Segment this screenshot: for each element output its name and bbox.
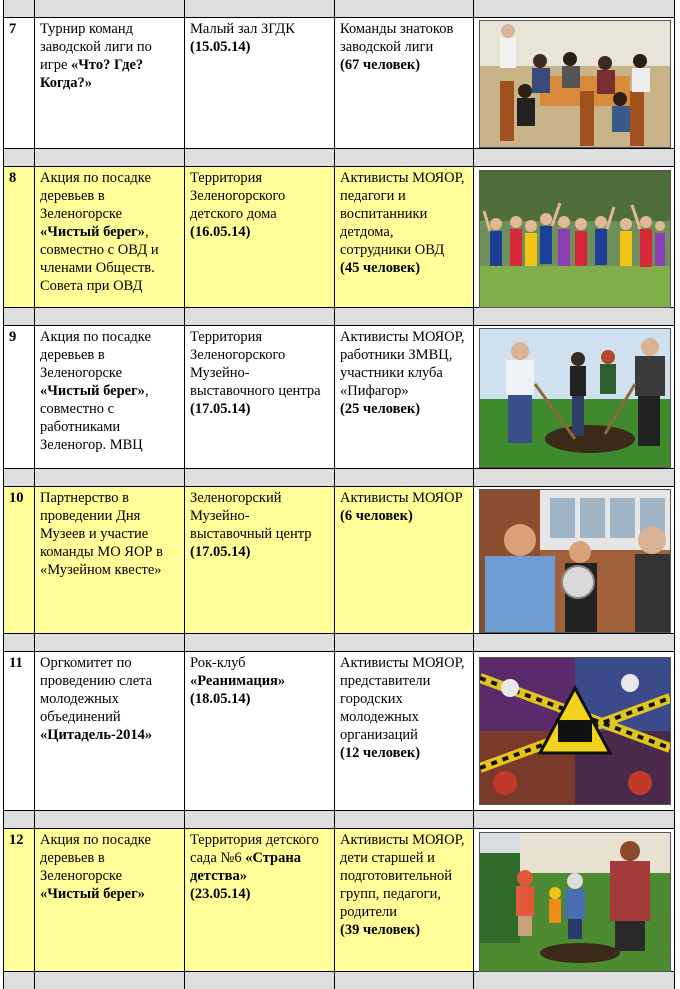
row-number: 9 [4,326,35,468]
table-row [4,325,675,468]
place-cell: Малый зал ЗГДК (15.05.14) [185,18,335,148]
place-cell: Территория Зеленогорского детского дома (16.05.14) [185,167,335,307]
table-row [4,651,675,810]
row-number: 12 [4,829,35,971]
row-number: 10 [4,487,35,633]
place-cell: Зеленогорский Музейно-выставочный центр (17.05.14) [185,487,335,633]
place-cell: Рок-клуб «Реанимация» (18.05.14) [185,652,335,810]
participants-cell: Активисты МОЯОР (6 человек) [335,487,474,633]
photo-cell [474,487,675,633]
participants-cell: Активисты МОЯОР, педагоги и воспитанники детдома, сотрудники ОВД (45 человек) [335,167,474,307]
row-separator [4,468,675,486]
place-cell: Территория Зеленогорского Музейно-выставочного центра (17.05.14) [185,326,335,468]
kindergarten-planting-photo [479,832,671,972]
tree-planting-group-photo [479,170,671,308]
event-cell: Акция по посадке деревьев в Зеленогорске «Чистый берег», совместно с ОВД и членами Обществ. Совета при ОВД [35,167,185,307]
quiz-tournament-photo [479,20,671,148]
row-separator [4,971,675,989]
photo-cell [474,326,675,468]
museum-quest-award-photo [479,489,671,633]
table-row [4,166,675,307]
event-cell: Оргкомитет по проведению слета молодежных объединений «Цитадель-2014» [35,652,185,810]
photo-cell [474,167,675,307]
participants-cell: Команды знатоков заводской лиги (67 человек) [335,18,474,148]
photo-cell [474,829,675,971]
event-cell: Турнир команд заводской лиги по игре «Что? Где? Когда?» [35,18,185,148]
row-separator [4,307,675,325]
place-cell: Территория детского сада №6 «Страна детства» (23.05.14) [185,829,335,971]
participants-cell: Активисты МОЯОР, работники ЗМВЦ, участники клуба «Пифагор» (25 человек) [335,326,474,468]
participants-cell: Активисты МОЯОР, дети старшей и подготовительной групп, педагоги, родители (39 человек) [335,829,474,971]
row-separator [4,810,675,828]
table-row [4,17,675,148]
photo-cell [474,18,675,148]
event-cell: Акция по посадке деревьев в Зеленогорске «Чистый берег» [35,829,185,971]
table-row [4,486,675,633]
tree-planting-shovels-photo [479,328,671,468]
row-number: 8 [4,167,35,307]
events-table [3,0,675,989]
row-separator [4,0,675,17]
event-cell: Партнерство в проведении Дня Музеев и участие команды МО ЯОР в «Музейном квесте» [35,487,185,633]
row-number: 11 [4,652,35,810]
row-separator [4,148,675,166]
table-row [4,828,675,971]
citadel-2014-collage [479,657,671,805]
participants-cell: Активисты МОЯОР, представители городских молодежных организаций (12 человек) [335,652,474,810]
row-separator [4,633,675,651]
row-number: 7 [4,18,35,148]
photo-cell [474,652,675,810]
event-cell: Акция по посадке деревьев в Зеленогорске «Чистый берег», совместно с работниками Зеленогор. МВЦ [35,326,185,468]
